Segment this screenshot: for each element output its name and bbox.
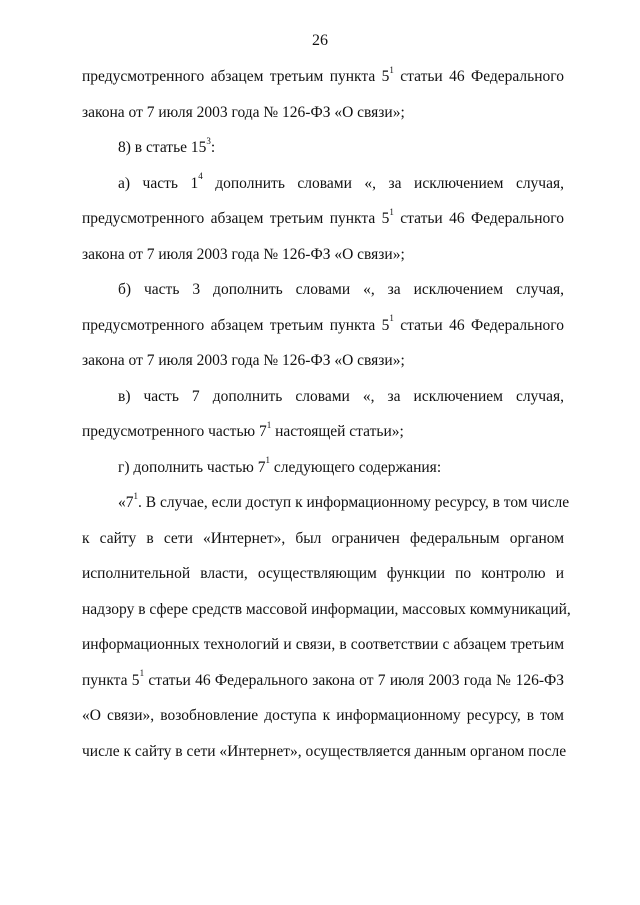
text-line <box>82 379 564 415</box>
text-line <box>82 556 564 592</box>
text-segment: г) дополнить частью 7 <box>118 458 266 476</box>
text-line <box>82 237 564 273</box>
text-segment: статьи 46 Федерального <box>393 68 565 85</box>
text-line <box>82 627 564 663</box>
superscript: 1 <box>389 64 394 75</box>
text-segment: предусмотренного частью 7 <box>82 423 267 440</box>
text-segment: статьи 46 Федерального <box>393 210 565 227</box>
text-segment: информационных технологий и связи, в соответствии с абзацем третьим <box>82 636 564 653</box>
text-line <box>82 734 567 770</box>
text-segment: . В случае, если доступ к информационному ресурсу, в том числе <box>138 494 570 511</box>
text-segment: к сайту в сети «Интернет», был ограничен федеральным органом <box>82 529 564 547</box>
text-segment: закона от 7 июля 2003 года № 126-ФЗ «О связи»; <box>82 103 405 121</box>
text-segment: числе к сайту в сети «Интернет», осуществляется данным органом после <box>82 742 567 760</box>
superscript: 1 <box>389 206 394 217</box>
text-segment: дополнить словами «, за исключением случая, <box>202 174 564 192</box>
superscript: 1 <box>266 419 272 430</box>
text-segment: исполнительной власти, осуществляющим функции по контролю и <box>82 565 564 582</box>
text-segment: закона от 7 июля 2003 года № 126-ФЗ «О связи»; <box>82 352 405 369</box>
text-segment: б) часть 3 дополнить словами «, за исключением случая, <box>118 281 564 298</box>
text-line <box>82 95 564 131</box>
text-line <box>82 59 564 95</box>
text-line <box>82 450 564 486</box>
text-line <box>82 201 564 237</box>
superscript: 1 <box>265 455 271 466</box>
text-segment: а) часть 1 <box>118 174 199 192</box>
text-segment: статьи 46 Федерального <box>393 316 565 334</box>
text-segment: : <box>210 139 216 156</box>
text-line <box>82 308 564 344</box>
page-number: 26 <box>312 32 328 49</box>
text-segment: закона от 7 июля 2003 года № 126-ФЗ «О связи»; <box>82 245 405 263</box>
text-line <box>82 698 564 734</box>
text-line <box>82 592 571 628</box>
text-line <box>82 485 570 521</box>
text-segment: статьи 46 Федерального закона от 7 июля 2003 года № 126-ФЗ <box>144 671 565 689</box>
text-line <box>82 414 564 450</box>
superscript: 1 <box>139 668 145 679</box>
text-segment: надзору в сфере средств массовой информации, массовых коммуникаций, <box>82 600 571 618</box>
text-segment: «О связи», возобновление доступа к информационному ресурсу, в том <box>82 707 564 724</box>
text-segment: следующего содержания: <box>270 458 442 476</box>
text-segment: «7 <box>118 494 134 511</box>
text-line <box>82 521 564 557</box>
superscript: 3 <box>206 135 211 146</box>
superscript: 1 <box>389 313 394 324</box>
text-line <box>82 343 564 379</box>
text-line <box>82 130 564 166</box>
text-segment: предусмотренного абзацем третьим пункта 5 <box>82 316 390 334</box>
text-segment: предусмотренного абзацем третьим пункта 5 <box>82 68 390 85</box>
text-line <box>82 272 564 308</box>
text-line <box>82 166 564 202</box>
text-line <box>82 663 564 699</box>
text-segment: пункта 5 <box>82 671 140 689</box>
superscript: 4 <box>198 171 203 182</box>
text-segment: предусмотренного абзацем третьим пункта 5 <box>82 210 390 227</box>
text-segment: настоящей статьи»; <box>271 423 404 440</box>
document-body <box>82 59 571 769</box>
text-segment: в) часть 7 дополнить словами «, за исключением случая, <box>118 387 564 405</box>
text-segment: 8) в статье 15 <box>118 139 207 156</box>
superscript: 1 <box>133 490 138 501</box>
